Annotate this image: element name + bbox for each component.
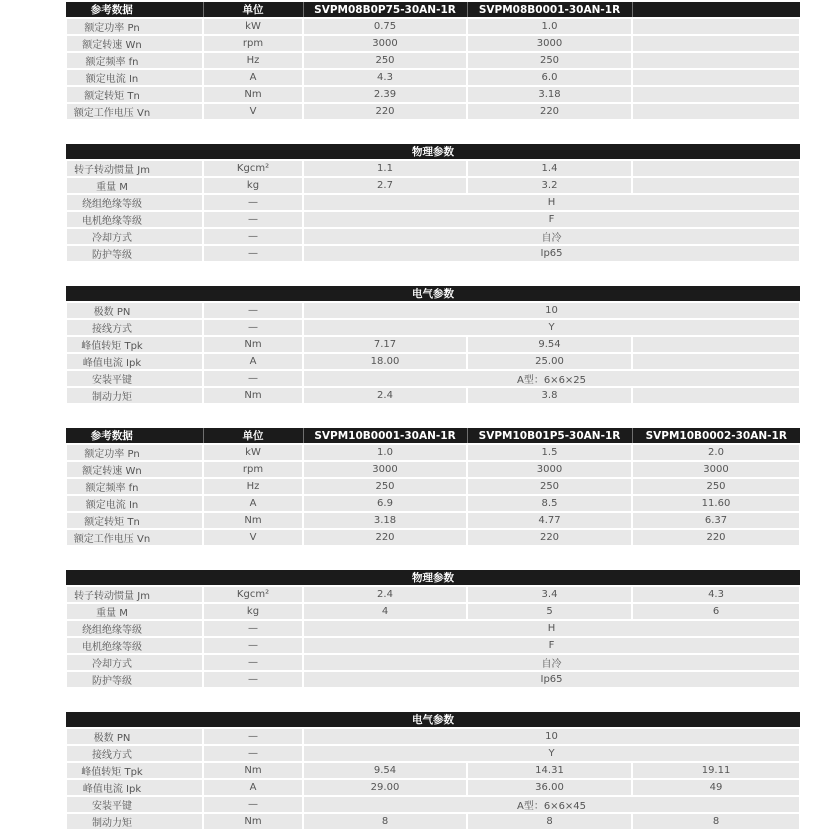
unit-cell: — [203, 319, 303, 336]
unit-cell: — [203, 370, 303, 387]
unit-cell: kW [203, 444, 303, 461]
table-row [66, 813, 800, 830]
table-row [66, 478, 800, 495]
reference-data-table-svpm08 [65, 2, 801, 121]
label-cell: 转子转动惯量 Jm [66, 160, 203, 177]
model-header: SVPM08B0P75-30AN-1R [303, 2, 467, 18]
unit-cell: kW [203, 18, 303, 35]
table-row [66, 52, 800, 69]
table-row [66, 353, 800, 370]
empty-cell [632, 69, 800, 86]
unit-cell: Nm [203, 512, 303, 529]
table-row [66, 728, 800, 745]
value-cell: 1.0 [467, 18, 632, 35]
value-cell: 11.60 [632, 495, 800, 512]
header-row [66, 712, 800, 728]
label-cell: 峰值电流 Ipk [66, 779, 203, 796]
value-cell: 1.0 [303, 444, 467, 461]
label-cell: 额定频率 fn [66, 52, 203, 69]
value-cell: 250 [303, 52, 467, 69]
table-row [66, 69, 800, 86]
value-cell: 49 [632, 779, 800, 796]
table-row [66, 586, 800, 603]
reference-data-table-svpm10 [65, 428, 801, 547]
table-row [66, 18, 800, 35]
merged-value-cell: Ip65 [303, 671, 800, 688]
unit-cell: — [203, 620, 303, 637]
value-cell: 3.18 [303, 512, 467, 529]
merged-value-cell: Y [303, 745, 800, 762]
header-row [66, 286, 800, 302]
unit-cell: — [203, 745, 303, 762]
label-cell: 防护等级 [66, 671, 203, 688]
unit-cell: V [203, 103, 303, 120]
unit-cell: Hz [203, 52, 303, 69]
value-cell: 2.39 [303, 86, 467, 103]
value-cell: 3000 [467, 461, 632, 478]
unit-cell: — [203, 194, 303, 211]
value-cell: 5 [467, 603, 632, 620]
section-title: 电气参数 [66, 712, 800, 728]
unit-cell: rpm [203, 461, 303, 478]
unit-cell: Nm [203, 813, 303, 830]
merged-value-cell: H [303, 194, 800, 211]
physical-params-table-svpm10 [65, 570, 801, 689]
value-cell: 3000 [303, 461, 467, 478]
empty-cell [632, 35, 800, 52]
label-cell: 制动力矩 [66, 813, 203, 830]
table-row [66, 103, 800, 120]
empty-cell [632, 160, 800, 177]
table-row [66, 762, 800, 779]
section-title: 物理参数 [66, 570, 800, 586]
section-title: 电气参数 [66, 286, 800, 302]
empty-cell [632, 52, 800, 69]
label-cell: 额定频率 fn [66, 478, 203, 495]
value-cell: 4.3 [303, 69, 467, 86]
value-cell: 8 [632, 813, 800, 830]
empty-cell [632, 336, 800, 353]
value-cell: 3.2 [467, 177, 632, 194]
unit-cell: Nm [203, 387, 303, 404]
label-cell: 额定电流 In [66, 69, 203, 86]
table-row [66, 796, 800, 813]
label-cell: 额定转速 Wn [66, 35, 203, 52]
table-row [66, 336, 800, 353]
merged-value-cell: 自冷 [303, 654, 800, 671]
unit-cell: Kgcm² [203, 586, 303, 603]
value-cell: 8.5 [467, 495, 632, 512]
label-cell: 峰值电流 Ipk [66, 353, 203, 370]
table-row [66, 160, 800, 177]
label-cell: 接线方式 [66, 319, 203, 336]
value-cell: 14.31 [467, 762, 632, 779]
model-header: SVPM10B01P5-30AN-1R [467, 428, 632, 444]
table-row [66, 319, 800, 336]
label-cell: 绕组绝缘等级 [66, 194, 203, 211]
table-row [66, 745, 800, 762]
header-row [66, 428, 800, 444]
value-cell: 2.7 [303, 177, 467, 194]
value-cell: 2.0 [632, 444, 800, 461]
electrical-params-table-svpm08 [65, 286, 801, 405]
model-header: SVPM08B0001-30AN-1R [467, 2, 632, 18]
table-row [66, 194, 800, 211]
section-title: 物理参数 [66, 144, 800, 160]
label-cell: 安装平键 [66, 796, 203, 813]
value-cell: 3000 [467, 35, 632, 52]
merged-value-cell: 10 [303, 302, 800, 319]
unit-cell: kg [203, 177, 303, 194]
value-cell: 3000 [303, 35, 467, 52]
value-cell: 220 [632, 529, 800, 546]
value-cell: 36.00 [467, 779, 632, 796]
merged-value-cell: 自冷 [303, 228, 800, 245]
value-cell: 6 [632, 603, 800, 620]
value-cell: 3000 [632, 461, 800, 478]
merged-value-cell: A型：6×6×45 [303, 796, 800, 813]
empty-cell [632, 353, 800, 370]
value-cell: 220 [303, 529, 467, 546]
merged-value-cell: Y [303, 319, 800, 336]
unit-cell: Kgcm² [203, 160, 303, 177]
unit-cell: Nm [203, 86, 303, 103]
unit-cell: — [203, 302, 303, 319]
label-cell: 额定电流 In [66, 495, 203, 512]
physical-params-table-svpm08 [65, 144, 801, 263]
merged-value-cell: F [303, 637, 800, 654]
merged-value-cell: F [303, 211, 800, 228]
unit-cell: — [203, 637, 303, 654]
value-cell: 29.00 [303, 779, 467, 796]
unit-header: 单位 [203, 428, 303, 444]
value-cell: 250 [467, 52, 632, 69]
value-cell: 19.11 [632, 762, 800, 779]
value-cell: 0.75 [303, 18, 467, 35]
unit-cell: V [203, 529, 303, 546]
label-cell: 重量 M [66, 177, 203, 194]
value-cell: 4 [303, 603, 467, 620]
label-cell: 重量 M [66, 603, 203, 620]
unit-cell: kg [203, 603, 303, 620]
value-cell: 220 [303, 103, 467, 120]
unit-cell: — [203, 245, 303, 262]
value-cell: 18.00 [303, 353, 467, 370]
label-cell: 接线方式 [66, 745, 203, 762]
value-cell: 6.0 [467, 69, 632, 86]
unit-cell: Nm [203, 762, 303, 779]
label-cell: 绕组绝缘等级 [66, 620, 203, 637]
unit-cell: A [203, 779, 303, 796]
unit-cell: — [203, 728, 303, 745]
value-cell: 2.4 [303, 586, 467, 603]
value-cell: 3.18 [467, 86, 632, 103]
unit-cell: — [203, 211, 303, 228]
label-cell: 制动力矩 [66, 387, 203, 404]
unit-header: 单位 [203, 2, 303, 18]
label-cell: 极数 PN [66, 728, 203, 745]
value-cell: 220 [467, 103, 632, 120]
unit-cell: — [203, 228, 303, 245]
table-row [66, 637, 800, 654]
table-row [66, 387, 800, 404]
table-row [66, 671, 800, 688]
header-row [66, 144, 800, 160]
unit-cell: Hz [203, 478, 303, 495]
value-cell: 25.00 [467, 353, 632, 370]
value-cell: 8 [467, 813, 632, 830]
unit-cell: A [203, 353, 303, 370]
header-row [66, 570, 800, 586]
table-row [66, 529, 800, 546]
label-cell: 额定功率 Pn [66, 18, 203, 35]
unit-cell: Nm [203, 336, 303, 353]
unit-cell: — [203, 654, 303, 671]
table-row [66, 654, 800, 671]
value-cell: 1.1 [303, 160, 467, 177]
unit-cell: — [203, 671, 303, 688]
table-row [66, 370, 800, 387]
value-cell: 2.4 [303, 387, 467, 404]
merged-value-cell: H [303, 620, 800, 637]
model-header: SVPM10B0002-30AN-1R [632, 428, 800, 444]
label-cell: 额定转矩 Tn [66, 86, 203, 103]
unit-cell: A [203, 495, 303, 512]
table-row [66, 35, 800, 52]
table-row [66, 302, 800, 319]
table-row [66, 86, 800, 103]
table-row [66, 495, 800, 512]
value-cell: 4.77 [467, 512, 632, 529]
value-cell: 250 [467, 478, 632, 495]
value-cell: 9.54 [467, 336, 632, 353]
label-cell: 额定工作电压 Vn [66, 103, 203, 120]
value-cell: 6.9 [303, 495, 467, 512]
value-cell: 6.37 [632, 512, 800, 529]
label-cell: 安装平键 [66, 370, 203, 387]
label-cell: 额定工作电压 Vn [66, 529, 203, 546]
label-cell: 额定转矩 Tn [66, 512, 203, 529]
value-cell: 220 [467, 529, 632, 546]
table-row [66, 444, 800, 461]
table-row [66, 512, 800, 529]
label-cell: 极数 PN [66, 302, 203, 319]
table-row [66, 603, 800, 620]
label-cell: 冷却方式 [66, 654, 203, 671]
value-cell: 1.5 [467, 444, 632, 461]
value-cell: 250 [303, 478, 467, 495]
label-cell: 电机绝缘等级 [66, 211, 203, 228]
empty-cell [632, 387, 800, 404]
unit-cell: — [203, 796, 303, 813]
header-row [66, 2, 800, 18]
label-cell: 额定功率 Pn [66, 444, 203, 461]
value-cell: 250 [632, 478, 800, 495]
table-title: 参考数据 [66, 2, 203, 18]
table-row [66, 228, 800, 245]
merged-value-cell: A型：6×6×25 [303, 370, 800, 387]
label-cell: 峰值转矩 Tpk [66, 336, 203, 353]
table-row [66, 211, 800, 228]
value-cell: 1.4 [467, 160, 632, 177]
label-cell: 额定转速 Wn [66, 461, 203, 478]
value-cell: 7.17 [303, 336, 467, 353]
empty-cell [632, 18, 800, 35]
model-header-empty [632, 2, 800, 18]
table-row [66, 177, 800, 194]
label-cell: 冷却方式 [66, 228, 203, 245]
table-row [66, 461, 800, 478]
empty-cell [632, 177, 800, 194]
unit-cell: A [203, 69, 303, 86]
label-cell: 峰值转矩 Tpk [66, 762, 203, 779]
value-cell: 4.3 [632, 586, 800, 603]
table-row [66, 620, 800, 637]
value-cell: 9.54 [303, 762, 467, 779]
value-cell: 3.4 [467, 586, 632, 603]
empty-cell [632, 86, 800, 103]
value-cell: 3.8 [467, 387, 632, 404]
electrical-params-table-svpm10 [65, 712, 801, 831]
label-cell: 防护等级 [66, 245, 203, 262]
empty-cell [632, 103, 800, 120]
value-cell: 8 [303, 813, 467, 830]
merged-value-cell: 10 [303, 728, 800, 745]
table-title: 参考数据 [66, 428, 203, 444]
table-row [66, 245, 800, 262]
model-header: SVPM10B0001-30AN-1R [303, 428, 467, 444]
label-cell: 电机绝缘等级 [66, 637, 203, 654]
merged-value-cell: Ip65 [303, 245, 800, 262]
unit-cell: rpm [203, 35, 303, 52]
table-row [66, 779, 800, 796]
label-cell: 转子转动惯量 Jm [66, 586, 203, 603]
